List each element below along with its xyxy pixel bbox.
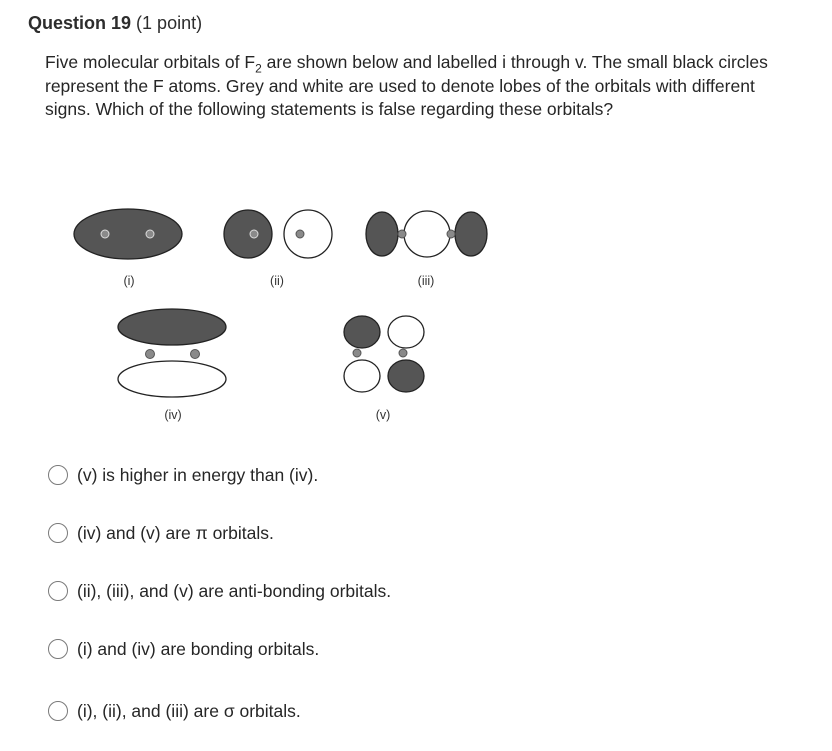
orbital-v-label: (v): [375, 408, 391, 422]
radio-button[interactable]: [48, 465, 68, 485]
question-text-part-2: are shown below and labelled i through v. The small black circles represent the F atoms. Grey and white are used to denote lobes of the orbitals with different signs. Which of the following statements is false regarding these orbitals?: [45, 52, 768, 119]
orbital-ii-lobe-right: [284, 210, 332, 258]
orbital-i: [74, 209, 182, 288]
radio-button[interactable]: [48, 523, 68, 543]
answer-option-label: (iv) and (v) are π orbitals.: [77, 522, 274, 543]
orbital-i-lobe: [74, 209, 182, 259]
answer-option-5[interactable]: [48, 699, 301, 723]
orbital-ii-lobe-left: [224, 210, 272, 258]
orbital-i-atom-left: [101, 230, 109, 238]
orbital-iv-atom-right: [191, 350, 200, 359]
orbital-iv-atom-left: [146, 350, 155, 359]
orbital-iii-lobe-middle: [404, 211, 450, 257]
formula-subscript: 2: [255, 61, 262, 76]
radio-button[interactable]: [48, 639, 68, 659]
orbital-iii-label: (iii): [417, 274, 435, 288]
question-text-part-1: Five molecular orbitals of F: [45, 52, 256, 72]
orbital-iii: [366, 211, 487, 288]
answer-option-label: (i), (ii), and (iii) are σ orbitals.: [77, 700, 301, 721]
orbital-v: [344, 316, 424, 422]
orbital-v-lobe-bottom-right: [388, 360, 424, 392]
orbital-iv-lobe-bottom: [118, 361, 226, 397]
answer-option-4[interactable]: [48, 637, 319, 661]
orbital-i-atom-right: [146, 230, 154, 238]
orbital-v-lobe-top-left: [344, 316, 380, 348]
orbital-ii-label: (ii): [270, 274, 284, 288]
orbital-v-lobe-top-right: [388, 316, 424, 348]
orbital-v-atom-right: [399, 349, 407, 357]
orbital-v-atom-left: [353, 349, 361, 357]
answer-option-3[interactable]: [48, 579, 391, 603]
question-number: Question 19: [28, 13, 132, 33]
orbital-v-lobe-bottom-left: [344, 360, 380, 392]
question-points: (1 point): [136, 13, 203, 33]
orbital-ii-atom-left: [250, 230, 258, 238]
answer-option-1[interactable]: [48, 463, 318, 487]
orbital-iv: [118, 309, 226, 422]
answer-option-label: (v) is higher in energy than (iv).: [77, 464, 319, 485]
answer-option-label: (i) and (iv) are bonding orbitals.: [77, 638, 320, 659]
radio-button[interactable]: [48, 581, 68, 601]
radio-button[interactable]: [48, 701, 68, 721]
answer-option-label: (ii), (iii), and (v) are anti-bonding orbitals.: [77, 580, 392, 601]
orbital-iii-lobe-right: [455, 212, 487, 256]
answer-option-2[interactable]: [48, 521, 274, 545]
orbital-ii-atom-right: [296, 230, 304, 238]
orbital-iii-lobe-left: [366, 212, 398, 256]
orbital-ii: [224, 210, 332, 288]
orbital-iii-atom-right: [447, 230, 455, 238]
orbital-i-label: (i): [123, 274, 135, 288]
orbital-iii-atom-left: [398, 230, 406, 238]
orbital-iv-lobe-top: [118, 309, 226, 345]
orbital-iv-label: (iv): [164, 408, 182, 422]
